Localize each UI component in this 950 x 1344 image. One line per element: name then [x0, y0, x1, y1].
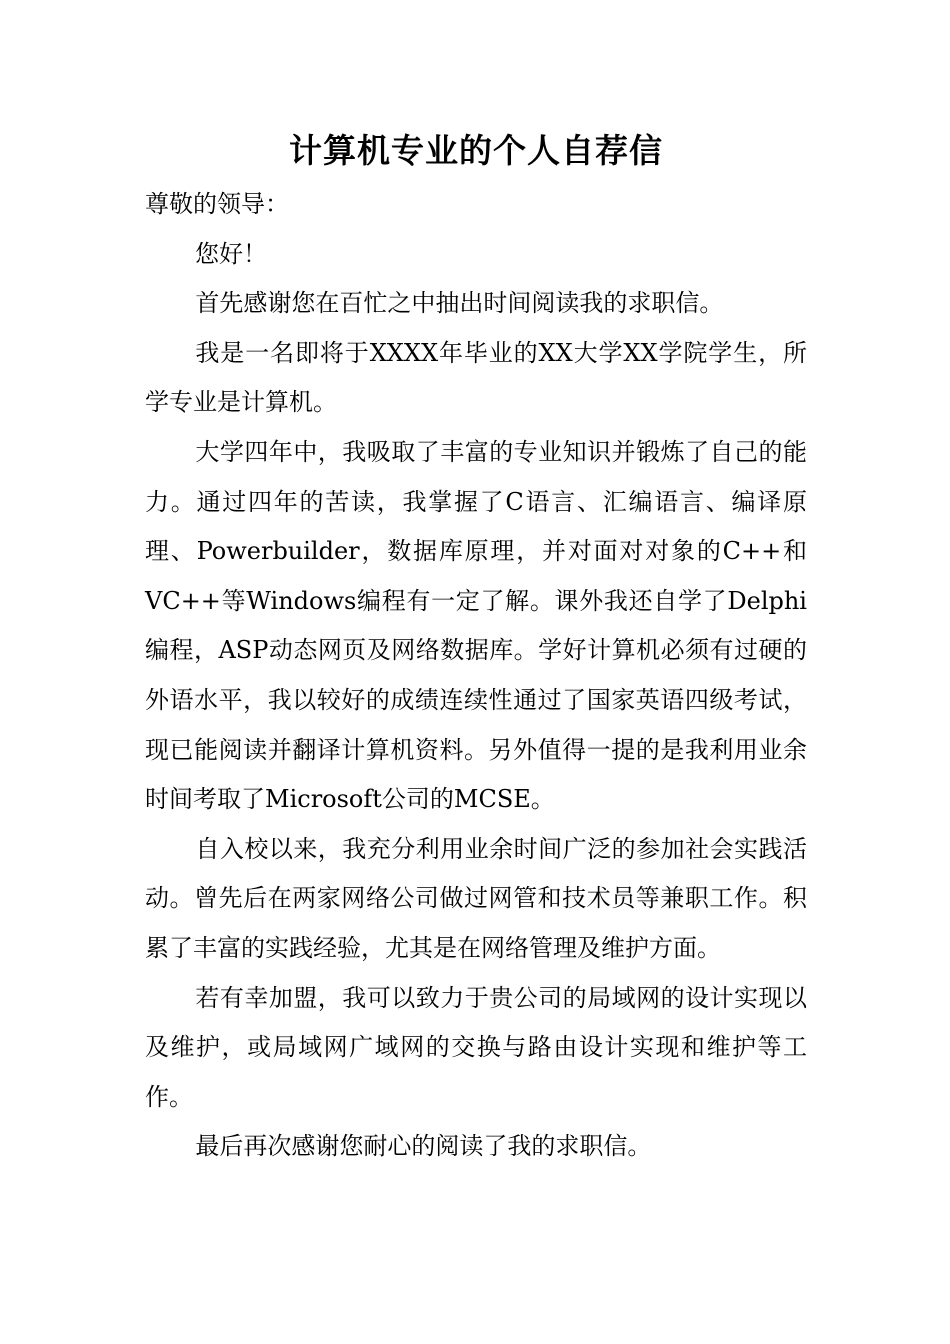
paragraph-thanks: 首先感谢您在百忙之中抽出时间阅读我的求职信。: [195, 289, 724, 318]
paragraph-goals: 若有幸加盟，我可以致力于贵公司的局域网的设计实现以及维护，或局域网广域网的交换与路由设计实现和维护等工作。: [145, 983, 807, 1111]
letter-page: [145, 122, 807, 1172]
paragraph-closing: 最后再次感谢您耐心的阅读了我的求职信。: [195, 1132, 652, 1161]
paragraph-experience: 自入校以来，我充分利用业余时间广泛的参加社会实践活动。曾先后在两家网络公司做过网管和技术员等兼职工作。积累了丰富的实践经验，尤其是在网络管理及维护方面。: [145, 834, 807, 962]
paragraph-introduction: 我是一名即将于XXXX年毕业的XX大学XX学院学生，所学专业是计算机。: [145, 338, 807, 417]
paragraph-skills: 大学四年中，我吸取了丰富的专业知识并锻炼了自己的能力。通过四年的苦读，我掌握了C语言、汇编语言、编译原理、Powerbuilder，数据库原理，并对面对对象的C++和VC++等Windows编程有一定了解。课外我还自学了Delphi编程，ASP动态网页及网络数据库。学好计算机必须有过硬的外语水平，我以较好的成绩连续性通过了国家英语四级考试，现已能阅读并翻译计算机资料。另外值得一提的是我利用业余时间考取了Microsoft公司的MCSE。: [145, 437, 807, 814]
greeting: 您好！: [195, 239, 267, 268]
document-title: 计算机专业的个人自荐信: [289, 131, 663, 170]
salutation: 尊敬的领导：: [145, 190, 289, 218]
